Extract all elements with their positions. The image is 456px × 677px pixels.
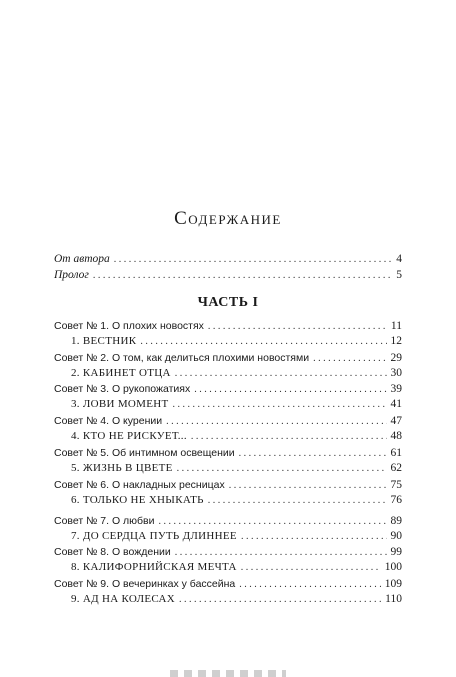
toc-entry-page: 61 (390, 447, 402, 459)
toc-entry-chapter-8[interactable] (71, 560, 402, 575)
toc-entry-page: 100 (384, 561, 402, 573)
toc-entry-page: 110 (385, 593, 402, 605)
toc-entry-chapter-2[interactable] (71, 366, 402, 381)
toc-entry-page: 75 (390, 479, 402, 491)
page-title: Содержание (174, 208, 282, 229)
dot-leader (239, 446, 387, 461)
toc-entry-label: 3. ЛОВИ МОМЕНТ (71, 398, 169, 410)
toc-entry-page: 90 (390, 530, 402, 542)
toc-entry-page: 76 (390, 494, 402, 506)
toc-entry-chapter-6[interactable] (71, 493, 402, 508)
toc-entry-page: 47 (390, 415, 402, 427)
toc-entry-label: 5. ЖИЗНЬ В ЦВЕТЕ (71, 462, 173, 474)
dot-leader (173, 397, 387, 412)
dot-leader (177, 461, 387, 476)
toc-entry-advice-1[interactable] (54, 319, 402, 334)
toc-entry-page: 30 (390, 367, 402, 379)
dot-leader (179, 592, 381, 607)
page-bottom-edge-mark (170, 670, 286, 677)
dot-leader (241, 529, 387, 544)
toc-entry-chapter-4[interactable] (71, 429, 402, 444)
toc-entry-chapter-5[interactable] (71, 461, 402, 476)
toc-entry-page: 89 (390, 515, 402, 527)
dot-leader (175, 366, 387, 381)
toc-entry-label: 2. КАБИНЕТ ОТЦА (71, 367, 171, 379)
toc-entry-label: Совет № 6. О накладных ресницах (54, 479, 225, 491)
toc-entry-prologue[interactable] (54, 268, 402, 283)
toc-entry-label: 4. КТО НЕ РИСКУЕТ... (71, 430, 187, 442)
dot-leader (229, 478, 387, 493)
dot-leader (166, 414, 386, 429)
toc-entry-label: От автора (54, 253, 110, 265)
dot-leader (208, 493, 387, 508)
dot-leader (313, 351, 386, 366)
toc-entry-label: Совет № 9. О вечеринках у бассейна (54, 578, 236, 590)
toc-entry-page: 41 (390, 398, 402, 410)
toc-entry-chapter-3[interactable] (71, 397, 402, 412)
toc-entry-page: 12 (390, 335, 402, 347)
toc-entry-label: 9. АД НА КОЛЕСАХ (71, 593, 175, 605)
toc-entry-advice-5[interactable] (54, 446, 402, 461)
toc-entry-page: 4 (396, 253, 402, 265)
dot-leader (208, 319, 387, 334)
toc-entry-label: 1. ВЕСТНИК (71, 335, 137, 347)
toc-entry-label: Совет № 5. Об интимном освещении (54, 447, 235, 459)
toc-entry-label: Совет № 8. О вождении (54, 546, 171, 558)
dot-leader (93, 268, 392, 283)
toc-entry-label: 8. КАЛИФОРНИЙСКАЯ МЕЧТА (71, 561, 237, 573)
part-heading: ЧАСТЬ I (197, 295, 259, 310)
dot-leader (175, 545, 387, 560)
dot-leader (159, 514, 387, 529)
toc-entry-label: Совет № 7. О любви (54, 515, 155, 527)
toc-entry-label: Совет № 3. О рукопожатиях (54, 383, 191, 395)
toc-entry-advice-6[interactable] (54, 478, 402, 493)
toc-entry-page: 109 (384, 578, 402, 590)
toc-entry-advice-7[interactable] (54, 514, 402, 529)
toc-entry-chapter-7[interactable] (71, 529, 402, 544)
toc-entry-advice-4[interactable] (54, 414, 402, 429)
toc-entry-chapter-9[interactable] (71, 592, 402, 607)
toc-entry-advice-9[interactable] (54, 577, 402, 592)
toc-entry-page: 11 (390, 320, 402, 332)
toc-entry-from-author[interactable] (54, 252, 402, 267)
toc-entry-page: 5 (396, 269, 402, 281)
toc-entry-page: 39 (390, 383, 402, 395)
toc-entry-advice-3[interactable] (54, 382, 402, 397)
toc-entry-label: Совет № 2. О том, как делиться плохими новостями (54, 352, 310, 364)
toc-entry-advice-2[interactable] (54, 351, 402, 366)
toc-entry-page: 99 (390, 546, 402, 558)
toc-entry-label: Совет № 4. О курении (54, 415, 163, 427)
toc-entry-advice-8[interactable] (54, 545, 402, 560)
dot-leader (140, 334, 386, 349)
toc-entry-page: 29 (390, 352, 402, 364)
toc-entry-chapter-1[interactable] (71, 334, 402, 349)
toc-entry-page: 48 (390, 430, 402, 442)
toc-entry-page: 62 (390, 462, 402, 474)
toc-entry-label: Совет № 1. О плохих новостях (54, 320, 204, 332)
toc-entry-label: 7. ДО СЕРДЦА ПУТЬ ДЛИННЕЕ (71, 530, 237, 542)
toc-entry-label: 6. ТОЛЬКО НЕ ХНЫКАТЬ (71, 494, 204, 506)
dot-leader (239, 577, 380, 592)
dot-leader (191, 429, 387, 444)
dot-leader (114, 252, 392, 267)
dot-leader (194, 382, 386, 397)
toc-entry-label: Пролог (54, 269, 89, 281)
dot-leader (241, 560, 381, 575)
